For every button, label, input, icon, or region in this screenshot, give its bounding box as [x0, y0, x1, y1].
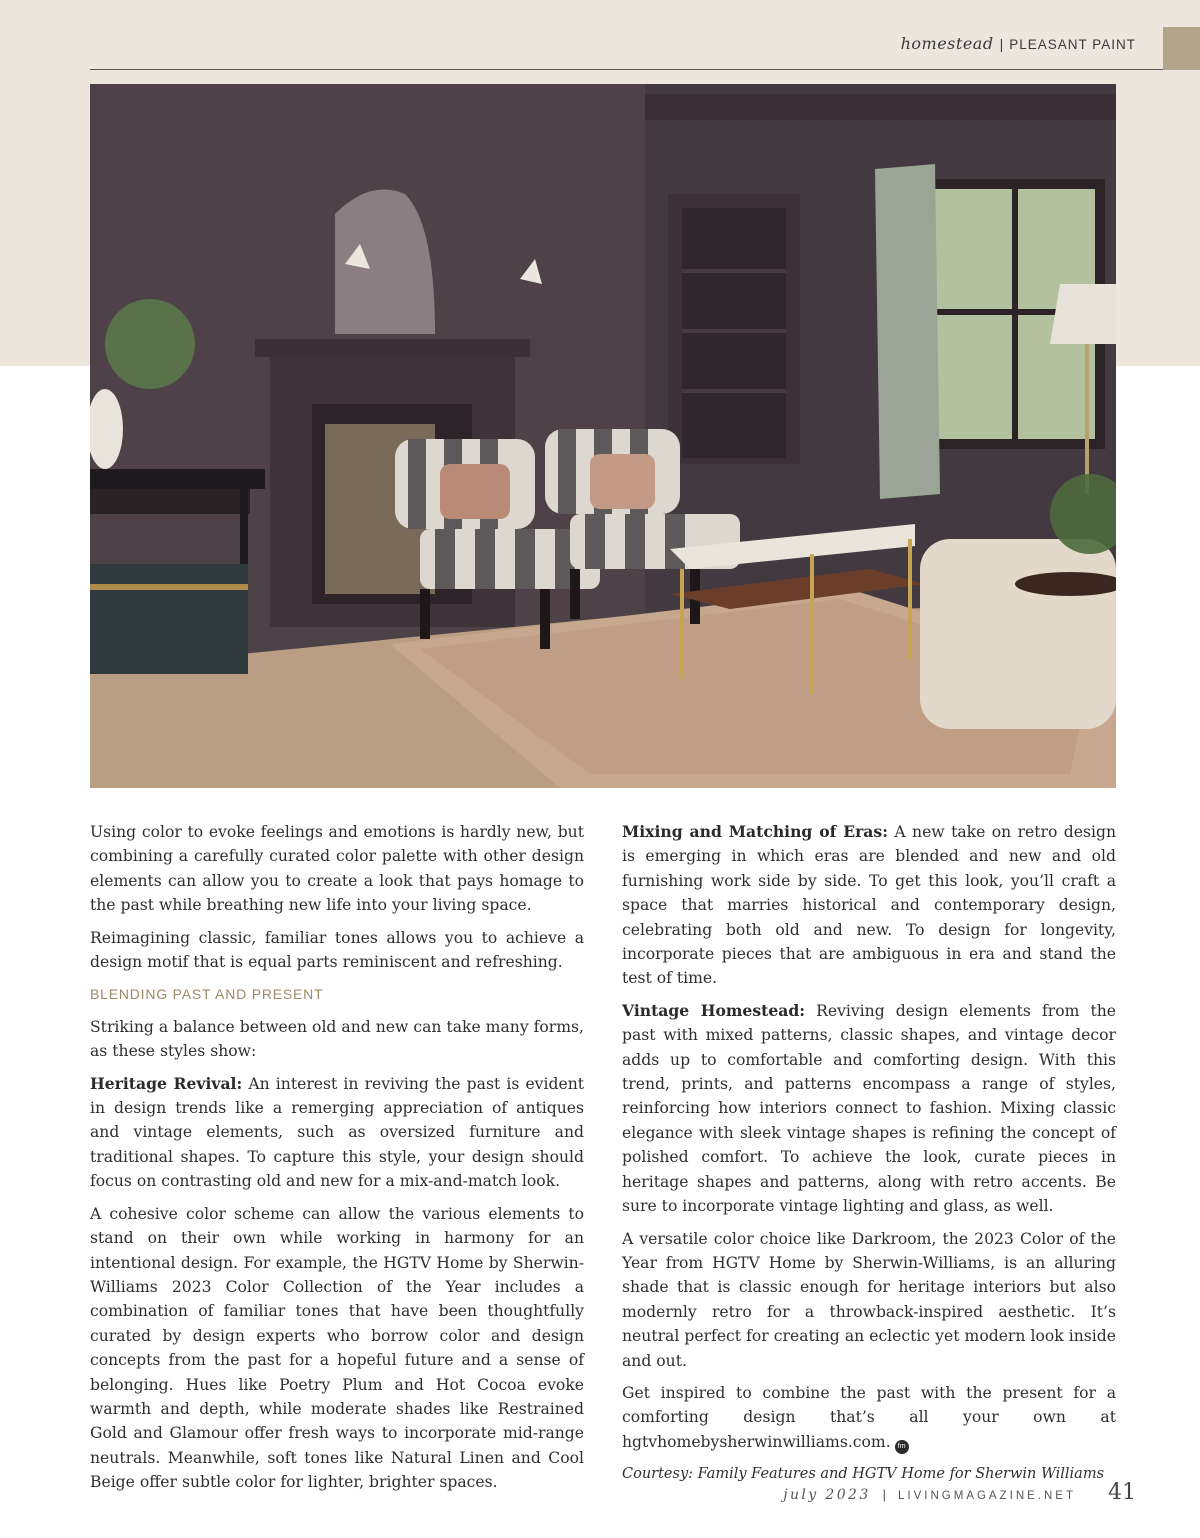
color-scheme-paragraph: A cohesive color scheme can allow the various elements to stand on their own while working in harmony for an intentional design. For example, the HGTV Home by Sherwin-Williams 2023 Color Collection of the Year includes a combination of familiar tones that have been thoughtfully curated by design experts who borrow color and design concepts from the past for a hopeful future and a sense of belonging. Hues like Poetry Plum and Hot Cocoa evoke warmth and depth, while moderate shades like Restrained Gold and Glamour offer fresh ways to incorporate mid-range neutrals. Meanwhile, soft tones like Natural Linen and Cool Beige offer subtle color for lighter, brighter spaces.	[90, 1204, 584, 1492]
end-mark-icon: fm	[895, 1440, 909, 1454]
mixing-eras-text: A new take on retro design is emerging in which eras are blended and new and old furnishing work side by side. To get this look, you’ll craft a space that marries historical and contemporary design, celebrating both old and new. To design for longevity, incorporate pieces that are ambiguous in era and stand the test of time.	[622, 823, 1117, 988]
intro-paragraph: Using color to evoke feelings and emotions is hardly new, but combining a carefully curated color palette with other design elements can allow you to create a look that pays homage to the past while breathing new life into your living space.	[90, 823, 584, 915]
vintage-homestead-lead: Vintage Homestead:	[622, 1000, 806, 1020]
page-number: 41	[1108, 1480, 1136, 1505]
inspiration-paragraph	[622, 1381, 1116, 1454]
heritage-revival-text: An interest in reviving the past is evident in design trends like a remerging appreciation of antiques and vintage elements, such as oversized furniture and traditional shapes. To capture this style, your design should focus on contrasting old and new for a mix-and-match look.	[90, 1074, 584, 1191]
heritage-revival-paragraph	[90, 1072, 584, 1194]
living-room-photo	[90, 84, 1116, 788]
section-tab-marker	[1163, 27, 1200, 70]
footer-separator: |	[882, 1487, 887, 1502]
right-text-column	[622, 820, 1116, 1495]
balance-paragraph: Striking a balance between old and new can take many forms, as these styles show:	[90, 1017, 584, 1061]
darkroom-paragraph: A versatile color choice like Darkroom, the 2023 Color of the Year from HGTV Home by Sherwin-Williams, is an alluring shade that is classic enough for heritage interiors but also modernly retro for a throwback-inspired aesthetic. It’s neutral perfect for creating an eclectic yet modern look inside and out.	[622, 1229, 1116, 1370]
running-header	[901, 34, 1136, 58]
mixing-eras-paragraph	[622, 820, 1116, 991]
mixing-eras-lead: Mixing and Matching of Eras:	[622, 822, 888, 841]
reimagining-paragraph: Reimagining classic, familiar tones allows you to achieve a design motif that is equal parts reminiscent and refreshing.	[90, 928, 584, 972]
header-separator: |	[999, 36, 1004, 52]
header-section: homestead	[900, 34, 994, 53]
left-text-column	[90, 820, 584, 1503]
vintage-homestead-paragraph	[622, 999, 1116, 1219]
heritage-revival-lead: Heritage Revival:	[90, 1073, 243, 1093]
section-subhead: BLENDING PAST AND PRESENT	[90, 986, 324, 1003]
vintage-homestead-text: Reviving design elements from the past with mixed patterns, classic shapes, and vintage decor adds up to comfortable and comforting design. With this trend, prints, and patterns encompass a range of styles, reinforcing how interiors connect to fashion. Mixing classic elegance with sleek vintage shapes is refining the concept of polished comfort. To achieve the look, curate pieces in heritage shapes and patterns, along with retro accents. Be sure to incorporate vintage lighting and glass, as well.	[622, 1001, 1116, 1216]
inspiration-text: Get inspired to combine the past with the present for a comforting design that’s all your own at hgtvhomebysherwinwilliams.com.	[622, 1383, 1116, 1451]
page-footer	[783, 1480, 1136, 1505]
photo-credit: Courtesy: Family Features and HGTV Home for Sherwin Williams	[622, 1466, 1105, 1483]
header-topic: PLEASANT PAINT	[1009, 37, 1136, 52]
header-rule	[90, 69, 1163, 70]
footer-issue-date: july 2023	[783, 1487, 871, 1503]
footer-website: LIVINGMAGAZINE.NET	[898, 1490, 1076, 1502]
